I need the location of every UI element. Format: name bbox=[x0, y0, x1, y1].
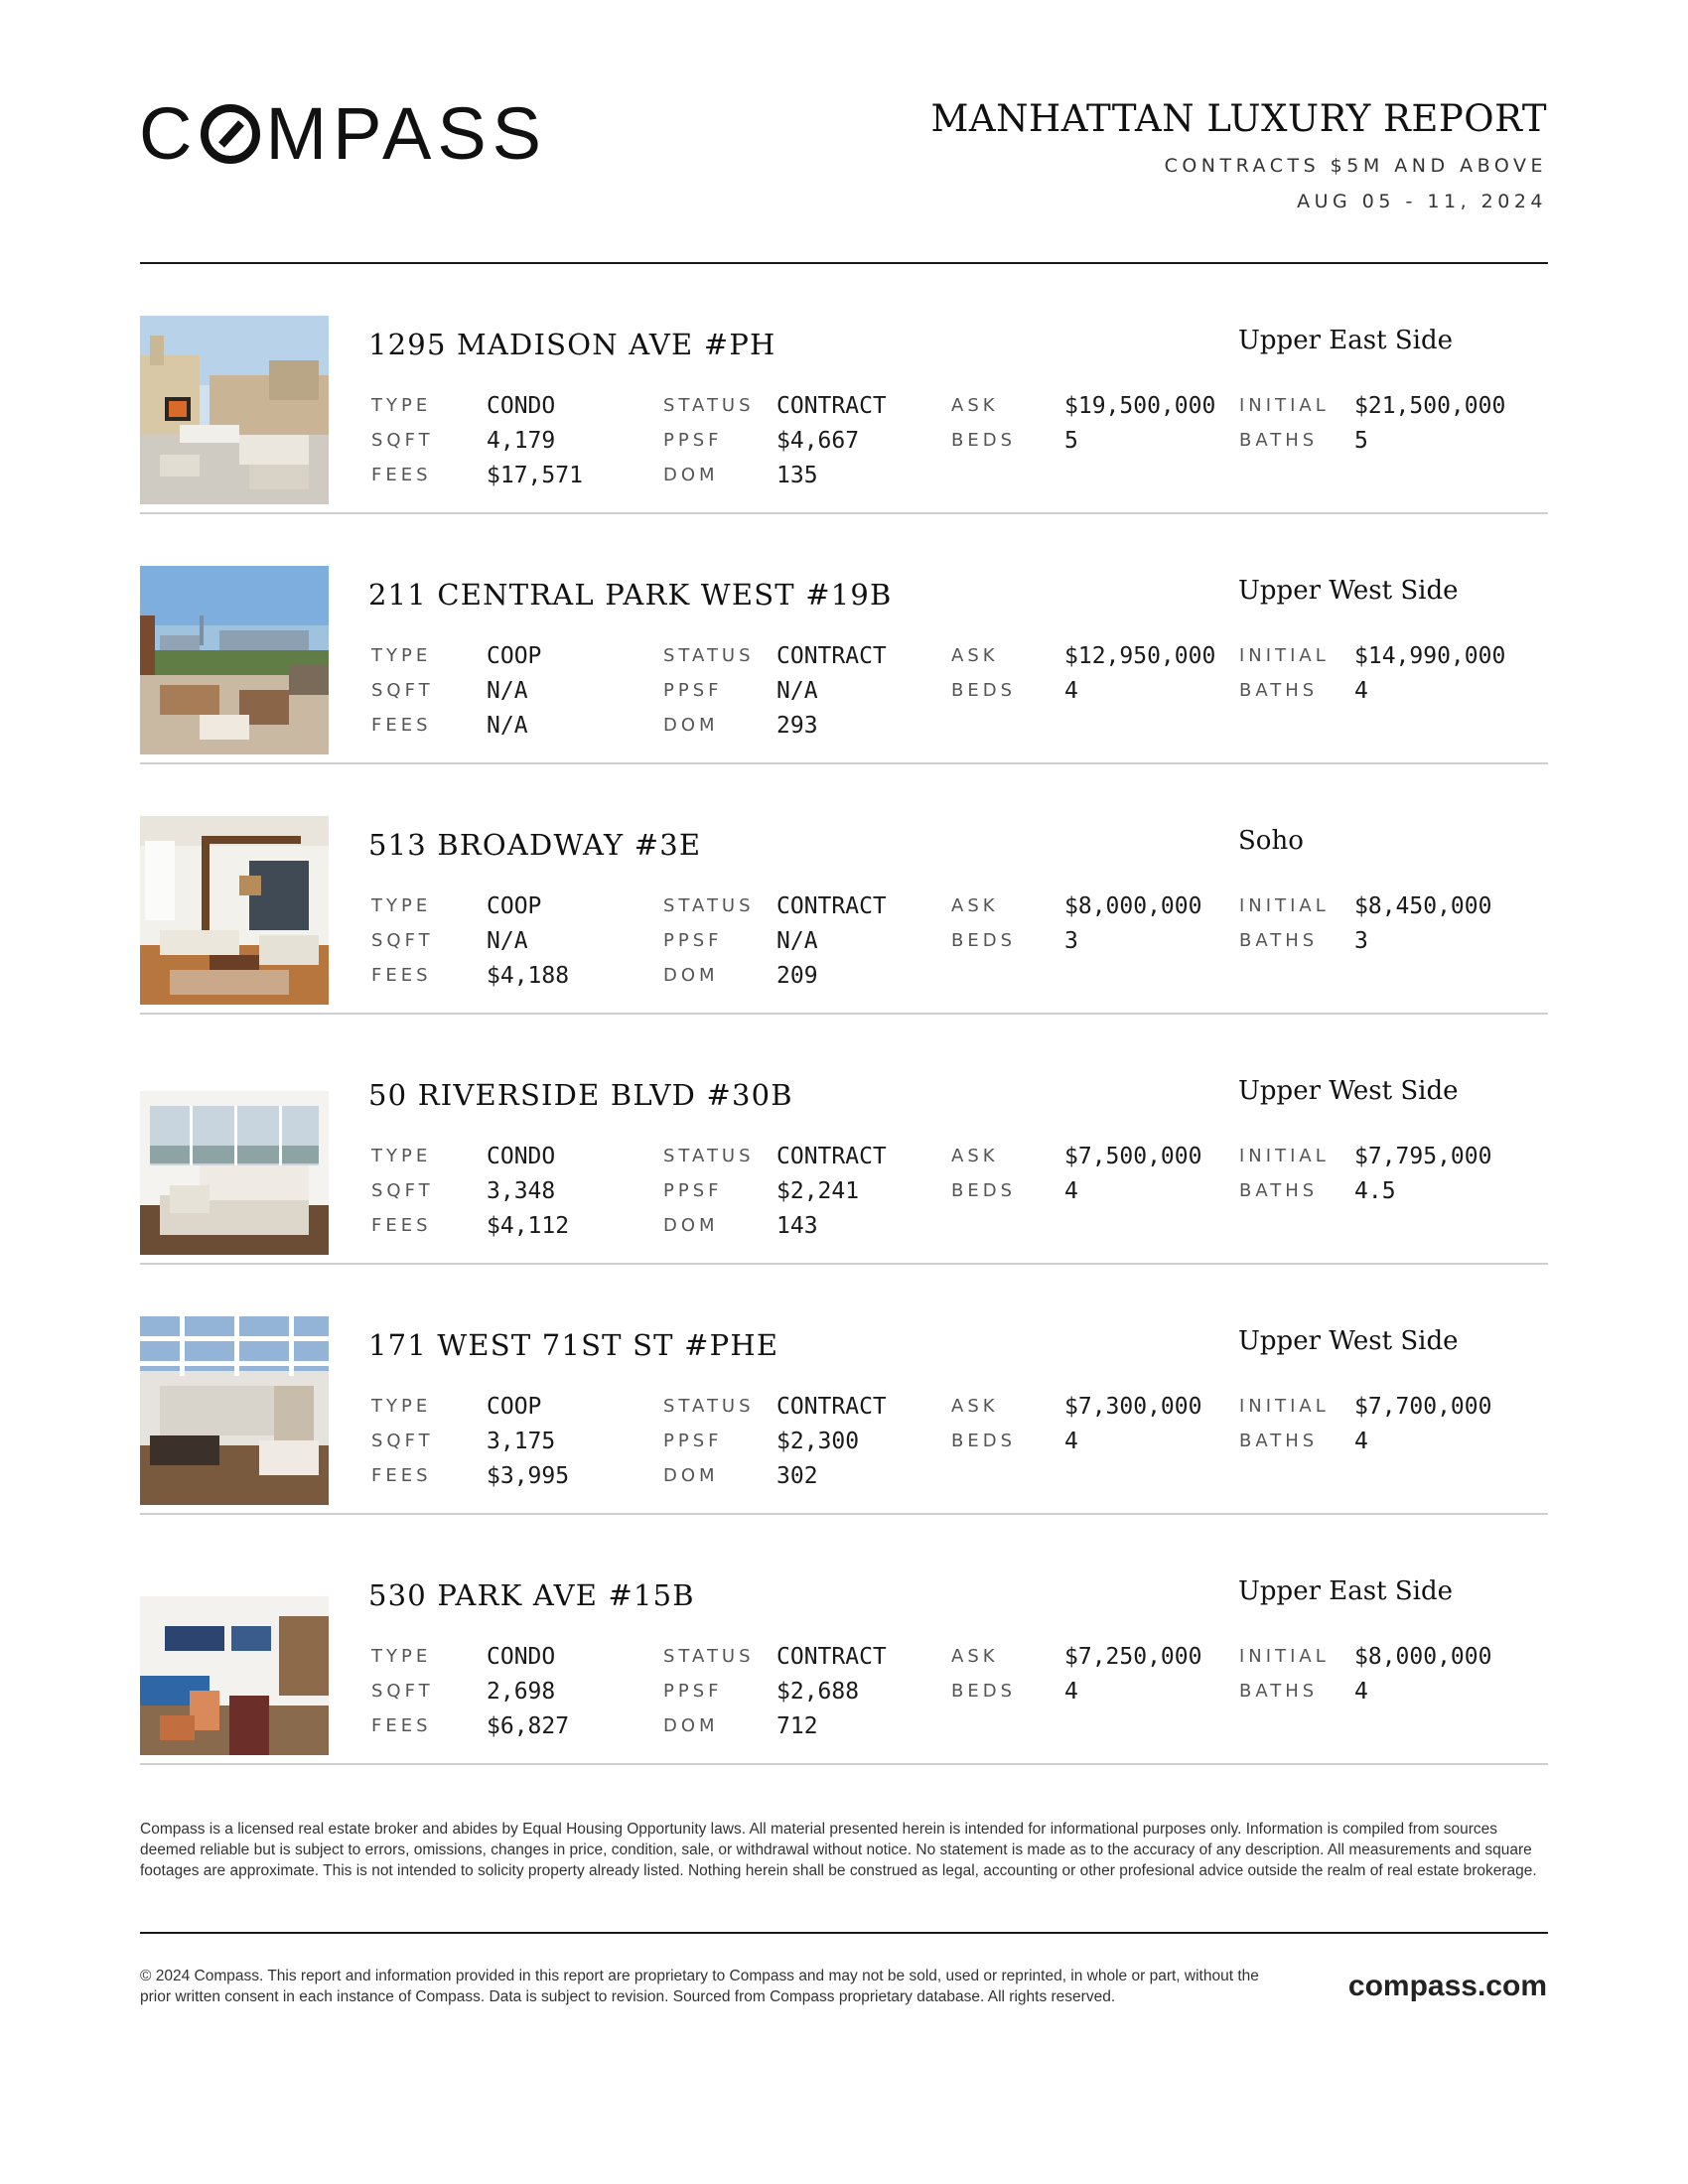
listing-item bbox=[140, 1515, 1548, 1765]
listing-neighborhood: Upper West Side bbox=[1238, 1076, 1459, 1106]
report-subtitle: CONTRACTS $5M AND ABOVE bbox=[1164, 155, 1547, 177]
value-ppsf: N/A bbox=[776, 678, 818, 704]
value-ask: $7,300,000 bbox=[1064, 1394, 1202, 1420]
label-sqft: SQFT bbox=[371, 1431, 434, 1451]
value-sqft: 3,348 bbox=[487, 1178, 556, 1204]
value-ask: $19,500,000 bbox=[1064, 393, 1216, 419]
label-sqft: SQFT bbox=[371, 930, 434, 951]
label-ppsf: PPSF bbox=[663, 680, 723, 701]
label-ask: ASK bbox=[951, 895, 999, 916]
label-baths: BATHS bbox=[1239, 680, 1319, 701]
value-dom: 143 bbox=[776, 1213, 818, 1239]
value-beds: 4 bbox=[1064, 678, 1078, 704]
value-beds: 4 bbox=[1064, 1429, 1078, 1454]
value-type: COOP bbox=[487, 643, 542, 669]
value-fees: $4,112 bbox=[487, 1213, 570, 1239]
value-baths: 4 bbox=[1354, 678, 1368, 704]
label-beds: BEDS bbox=[951, 680, 1017, 701]
label-status: STATUS bbox=[663, 645, 755, 666]
value-status: CONTRACT bbox=[776, 393, 887, 419]
label-sqft: SQFT bbox=[371, 680, 434, 701]
label-baths: BATHS bbox=[1239, 1681, 1319, 1702]
classic-living-room-photo bbox=[140, 1567, 329, 1755]
label-type: TYPE bbox=[371, 1396, 432, 1417]
listing-neighborhood: Soho bbox=[1238, 826, 1304, 856]
value-status: CONTRACT bbox=[776, 1644, 887, 1670]
report-date-range: AUG 05 - 11, 2024 bbox=[1297, 191, 1547, 212]
value-ppsf: $2,688 bbox=[776, 1679, 860, 1705]
value-dom: 293 bbox=[776, 713, 818, 739]
label-ask: ASK bbox=[951, 645, 999, 666]
listing-address: 530 PARK AVE #15B bbox=[368, 1578, 695, 1612]
label-ask: ASK bbox=[951, 1146, 999, 1166]
value-initial: $8,450,000 bbox=[1354, 893, 1492, 919]
value-dom: 209 bbox=[776, 963, 818, 989]
label-type: TYPE bbox=[371, 895, 432, 916]
listing-address: 211 CENTRAL PARK WEST #19B bbox=[368, 578, 893, 612]
value-baths: 4 bbox=[1354, 1679, 1368, 1705]
label-ppsf: PPSF bbox=[663, 930, 723, 951]
label-status: STATUS bbox=[663, 1146, 755, 1166]
label-status: STATUS bbox=[663, 395, 755, 416]
value-ask: $7,250,000 bbox=[1064, 1644, 1202, 1670]
listing-divider bbox=[140, 1763, 1548, 1765]
label-fees: FEES bbox=[371, 1715, 432, 1736]
value-baths: 4 bbox=[1354, 1429, 1368, 1454]
value-initial: $7,795,000 bbox=[1354, 1144, 1492, 1169]
label-fees: FEES bbox=[371, 465, 432, 485]
value-dom: 302 bbox=[776, 1463, 818, 1489]
label-beds: BEDS bbox=[951, 1180, 1017, 1201]
value-ask: $12,950,000 bbox=[1064, 643, 1216, 669]
listing-neighborhood: Upper East Side bbox=[1238, 1576, 1453, 1606]
label-baths: BATHS bbox=[1239, 430, 1319, 451]
skyline-terrace-photo bbox=[140, 566, 329, 754]
value-initial: $14,990,000 bbox=[1354, 643, 1506, 669]
listing-address: 1295 MADISON AVE #PH bbox=[368, 328, 776, 361]
label-dom: DOM bbox=[663, 1715, 719, 1736]
listing-photo bbox=[140, 1316, 329, 1505]
copyright-text: © 2024 Compass. This report and information provided in this report are proprietary to Compass and may not be sold, used or reprinted, in whole or part, without the prior written consent in each instance of Compass. Data is subject to revision. Sourced from Compass proprietary database. All rights reserved. bbox=[140, 1968, 1259, 2005]
label-fees: FEES bbox=[371, 965, 432, 986]
disclaimer-text: Compass is a licensed real estate broker and abides by Equal Housing Opportunity laws. All material presented herein is intended for informational purposes only. Information is compiled from sources deemed reliable but is subject to errors, omissions, changes in price, condition, sale, or withdrawal without notice. No statement is made as to the accuracy of any description. All measurements and square footages are approximate. This is not intended to solicity property already listed. Nothing herein shall be construed as legal, accounting or other profesional advice outside the realm of real estate brokerage. bbox=[140, 1821, 1537, 1879]
listing-neighborhood: Upper West Side bbox=[1238, 1326, 1459, 1356]
value-type: CONDO bbox=[487, 1644, 556, 1670]
value-fees: $4,188 bbox=[487, 963, 570, 989]
label-type: TYPE bbox=[371, 1146, 432, 1166]
label-fees: FEES bbox=[371, 1215, 432, 1236]
site-link[interactable]: compass.com bbox=[1347, 1970, 1547, 2002]
value-ppsf: N/A bbox=[776, 928, 818, 954]
logo-letters-mpass: MPASS bbox=[265, 92, 548, 175]
value-sqft: N/A bbox=[487, 678, 528, 704]
label-type: TYPE bbox=[371, 395, 432, 416]
value-type: CONDO bbox=[487, 1144, 556, 1169]
label-fees: FEES bbox=[371, 715, 432, 736]
value-baths: 4.5 bbox=[1354, 1178, 1396, 1204]
label-ppsf: PPSF bbox=[663, 430, 723, 451]
label-baths: BATHS bbox=[1239, 1180, 1319, 1201]
listing-photo bbox=[140, 1567, 329, 1755]
value-ask: $8,000,000 bbox=[1064, 893, 1202, 919]
value-status: CONTRACT bbox=[776, 643, 887, 669]
value-ppsf: $2,241 bbox=[776, 1178, 860, 1204]
listing-item bbox=[140, 264, 1548, 514]
label-initial: INITIAL bbox=[1239, 645, 1330, 666]
label-status: STATUS bbox=[663, 1396, 755, 1417]
label-sqft: SQFT bbox=[371, 430, 434, 451]
listing-item bbox=[140, 764, 1548, 1015]
label-beds: BEDS bbox=[951, 430, 1017, 451]
label-ppsf: PPSF bbox=[663, 1180, 723, 1201]
listing-item bbox=[140, 514, 1548, 764]
value-dom: 712 bbox=[776, 1713, 818, 1739]
label-ppsf: PPSF bbox=[663, 1431, 723, 1451]
label-sqft: SQFT bbox=[371, 1681, 434, 1702]
label-baths: BATHS bbox=[1239, 930, 1319, 951]
value-fees: N/A bbox=[487, 713, 528, 739]
label-dom: DOM bbox=[663, 1465, 719, 1486]
value-baths: 5 bbox=[1354, 428, 1368, 454]
label-type: TYPE bbox=[371, 1646, 432, 1667]
listing-item bbox=[140, 1265, 1548, 1515]
value-initial: $7,700,000 bbox=[1354, 1394, 1492, 1420]
listing-item bbox=[140, 1015, 1548, 1265]
value-beds: 4 bbox=[1064, 1679, 1078, 1705]
value-ask: $7,500,000 bbox=[1064, 1144, 1202, 1169]
value-beds: 5 bbox=[1064, 428, 1078, 454]
label-initial: INITIAL bbox=[1239, 1646, 1330, 1667]
logo-letter-c: C bbox=[139, 92, 199, 175]
value-type: COOP bbox=[487, 893, 542, 919]
listing-neighborhood: Upper West Side bbox=[1238, 576, 1459, 606]
value-type: CONDO bbox=[487, 393, 556, 419]
label-initial: INITIAL bbox=[1239, 395, 1330, 416]
compass-o-mark-icon bbox=[200, 103, 261, 165]
label-sqft: SQFT bbox=[371, 1180, 434, 1201]
value-sqft: 3,175 bbox=[487, 1429, 556, 1454]
label-dom: DOM bbox=[663, 1215, 719, 1236]
label-initial: INITIAL bbox=[1239, 1396, 1330, 1417]
label-status: STATUS bbox=[663, 895, 755, 916]
label-type: TYPE bbox=[371, 645, 432, 666]
label-status: STATUS bbox=[663, 1646, 755, 1667]
listing-photo bbox=[140, 316, 329, 504]
label-ask: ASK bbox=[951, 1646, 999, 1667]
skylight-great-room-photo bbox=[140, 1316, 329, 1505]
footer-divider bbox=[140, 1932, 1548, 1934]
label-fees: FEES bbox=[371, 1465, 432, 1486]
value-status: CONTRACT bbox=[776, 893, 887, 919]
listing-address: 171 WEST 71ST ST #PHE bbox=[368, 1328, 779, 1362]
river-view-living-room-photo bbox=[140, 1066, 329, 1255]
label-dom: DOM bbox=[663, 715, 719, 736]
value-sqft: N/A bbox=[487, 928, 528, 954]
label-dom: DOM bbox=[663, 465, 719, 485]
label-ppsf: PPSF bbox=[663, 1681, 723, 1702]
value-beds: 3 bbox=[1064, 928, 1078, 954]
label-ask: ASK bbox=[951, 395, 999, 416]
listing-address: 513 BROADWAY #3E bbox=[368, 828, 702, 862]
value-sqft: 4,179 bbox=[487, 428, 556, 454]
value-fees: $3,995 bbox=[487, 1463, 570, 1489]
value-fees: $17,571 bbox=[487, 463, 583, 488]
value-fees: $6,827 bbox=[487, 1713, 570, 1739]
value-status: CONTRACT bbox=[776, 1394, 887, 1420]
listing-photo bbox=[140, 566, 329, 754]
label-initial: INITIAL bbox=[1239, 1146, 1330, 1166]
listing-neighborhood: Upper East Side bbox=[1238, 326, 1453, 355]
label-ask: ASK bbox=[951, 1396, 999, 1417]
label-initial: INITIAL bbox=[1239, 895, 1330, 916]
value-status: CONTRACT bbox=[776, 1144, 887, 1169]
value-initial: $21,500,000 bbox=[1354, 393, 1506, 419]
value-beds: 4 bbox=[1064, 1178, 1078, 1204]
value-type: COOP bbox=[487, 1394, 542, 1420]
value-ppsf: $2,300 bbox=[776, 1429, 860, 1454]
listing-photo bbox=[140, 816, 329, 1005]
value-initial: $8,000,000 bbox=[1354, 1644, 1492, 1670]
loft-living-room-photo bbox=[140, 816, 329, 1005]
label-dom: DOM bbox=[663, 965, 719, 986]
value-dom: 135 bbox=[776, 463, 818, 488]
value-sqft: 2,698 bbox=[487, 1679, 556, 1705]
value-ppsf: $4,667 bbox=[776, 428, 860, 454]
listing-address: 50 RIVERSIDE BLVD #30B bbox=[368, 1078, 793, 1112]
rooftop-terrace-photo bbox=[140, 316, 329, 504]
label-beds: BEDS bbox=[951, 930, 1017, 951]
report-title: MANHATTAN LUXURY REPORT bbox=[930, 97, 1547, 140]
label-baths: BATHS bbox=[1239, 1431, 1319, 1451]
label-beds: BEDS bbox=[951, 1681, 1017, 1702]
value-baths: 3 bbox=[1354, 928, 1368, 954]
listing-photo bbox=[140, 1066, 329, 1255]
compass-logo bbox=[139, 92, 548, 175]
label-beds: BEDS bbox=[951, 1431, 1017, 1451]
